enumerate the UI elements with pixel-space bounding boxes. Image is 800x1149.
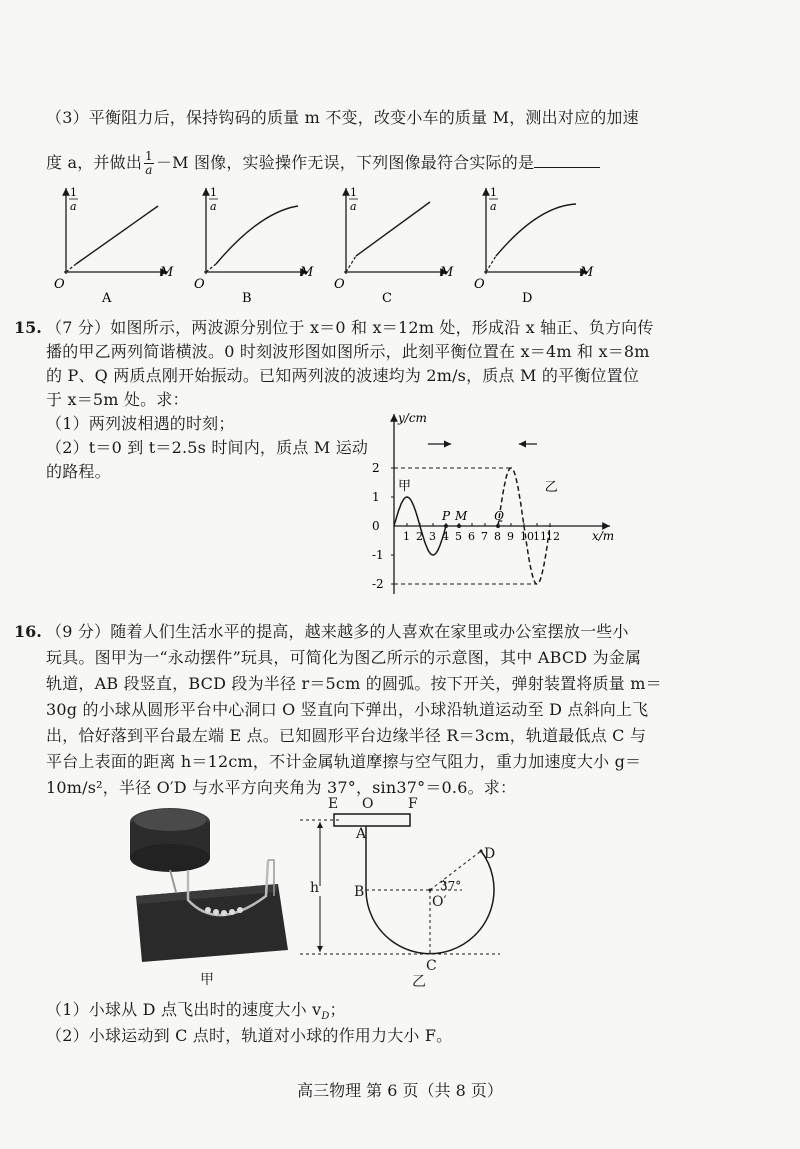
toy-photo xyxy=(128,800,288,968)
x-tick-label: 5 xyxy=(455,530,462,543)
q16-line5: 出，恰好落到平台最左端 E 点。已知圆形平台边缘半径 R＝3cm，轨道最低点 C 与 xyxy=(46,726,647,745)
fig-label-a: 甲 xyxy=(200,972,214,988)
q15-line2: 播的甲乙两列简谐横波。0 时刻波形图如图所示，此刻平衡位置在 x＝4m 和 x＝8m xyxy=(46,342,650,361)
x-label: M xyxy=(300,265,314,280)
option-graphs xyxy=(40,182,620,310)
x-tick-label: 6 xyxy=(468,530,475,543)
q14-part3-line2-post: －M 图像，实验操作无误，下列图像最符合实际的是 xyxy=(155,153,535,172)
origin-label: O xyxy=(54,277,65,292)
x-tick-label: 8 xyxy=(494,530,501,543)
q16-line4: 30g 的小球从圆形平台中心洞口 O 竖直向下弹出，小球沿轨道运动至 D 点斜向上飞 xyxy=(46,700,649,719)
q15-number: 15. xyxy=(14,318,42,337)
y-axis-label: y/cm xyxy=(398,411,427,425)
q16-line3: 轨道，AB 段竖直，BCD 段为半径 r＝5cm 的圆弧。按下开关，弹射装置将质量 m＝ xyxy=(46,674,662,693)
q15-line4: 于 x＝5m 处。求： xyxy=(46,390,189,409)
q16-sub1-end: ； xyxy=(329,1000,346,1019)
option-graph-C xyxy=(334,186,454,306)
curve-solid-part xyxy=(216,206,298,264)
label-angle: 37° xyxy=(440,879,462,893)
y-label-den: a xyxy=(70,200,77,213)
label-C: C xyxy=(426,958,437,974)
q14-part3-line2 xyxy=(46,150,600,177)
y-tick-label: -2 xyxy=(372,577,384,591)
y-label-num: 1 xyxy=(490,186,497,199)
wave-b-name: 乙 xyxy=(544,480,558,496)
y-tick-label: 0 xyxy=(372,519,380,533)
q15-sub2b: 的路程。 xyxy=(46,462,111,481)
option-letter: A xyxy=(102,291,112,306)
y-label-num: 1 xyxy=(210,186,217,199)
x-tick-label: 10 xyxy=(520,530,534,543)
platform-rect xyxy=(334,814,410,826)
x-tick-label: 11 xyxy=(533,530,547,543)
q16-line1: （9 分）随着人们生活水平的提高，越来越多的人喜欢在家里或办公室摆放一些小 xyxy=(46,622,629,641)
page-footer: 高三物理 第 6 页（共 8 页） xyxy=(297,1081,503,1100)
option-graph-D xyxy=(474,186,594,306)
q15-line3: 的 P、Q 两质点刚开始振动。已知两列波的波速均为 2m/s，质点 M 的平衡位置位 xyxy=(46,366,640,385)
x-tick-label: 3 xyxy=(429,530,436,543)
label-O: O xyxy=(362,796,374,812)
y-label-den: a xyxy=(350,200,357,213)
x-tick-label: 1 xyxy=(403,530,410,543)
y-label-num: 1 xyxy=(70,186,77,199)
option-letter: C xyxy=(382,291,392,306)
label-D: D xyxy=(484,846,496,862)
origin-label: O xyxy=(334,277,345,292)
wave-chart xyxy=(360,408,620,604)
point-M xyxy=(457,524,461,528)
y-tick-label: 1 xyxy=(372,490,380,504)
wave-a-name: 甲 xyxy=(398,478,412,494)
label-E: E xyxy=(328,796,339,812)
curve-dashed-part xyxy=(486,256,496,272)
x-tick-label: 9 xyxy=(507,530,514,543)
option-graph-A xyxy=(54,186,174,306)
q14-part3-line1: （3）平衡阻力后，保持钩码的质量 m 不变，改变小车的质量 M，测出对应的加速 xyxy=(46,108,639,127)
curve-solid-part xyxy=(496,204,576,256)
q15-sub2: （2）t＝0 到 t＝2.5s 时间内，质点 M 运动 xyxy=(46,438,369,457)
label-B: B xyxy=(354,884,365,900)
fig-label-b: 乙 xyxy=(412,974,426,990)
curve-solid-part xyxy=(76,206,158,264)
x-tick-label: 7 xyxy=(481,530,488,543)
q16-line2: 玩具。图甲为一“永动摆件”玩具，可简化为图乙所示的示意图，其中 ABCD 为金属 xyxy=(46,648,642,667)
curve-solid-part xyxy=(356,202,430,256)
curve-dashed-part xyxy=(346,256,356,272)
option-letter: B xyxy=(242,291,252,306)
y-label-num: 1 xyxy=(350,186,357,199)
label-h: h xyxy=(310,880,320,896)
q16-sub2: （2）小球运动到 C 点时，轨道对小球的作用力大小 F。 xyxy=(46,1026,453,1045)
y-label-den: a xyxy=(210,200,217,213)
q15-line1: （7 分）如图所示，两波源分别位于 x＝0 和 x＝12m 处，形成沿 x 轴正、负方向传 xyxy=(46,318,654,337)
x-label: M xyxy=(580,265,594,280)
q16-line6: 平台上表面的距离 h＝12cm，不计金属轨道摩擦与空气阻力，重力加速度大小 g＝ xyxy=(46,752,642,771)
label-O-prime: O′ xyxy=(432,894,447,910)
origin-label: O xyxy=(194,277,205,292)
label-F: F xyxy=(408,796,418,812)
q15-sub1: （1）两列波相遇的时刻； xyxy=(46,414,235,433)
frac-den: a xyxy=(145,163,153,177)
label-A: A xyxy=(356,826,367,842)
q16-number: 16. xyxy=(14,622,42,641)
frac-num: 1 xyxy=(145,149,153,163)
y-tick-label: -1 xyxy=(372,548,384,562)
point-Q xyxy=(496,524,500,528)
x-tick-label: 2 xyxy=(416,530,423,543)
origin-label: O xyxy=(474,277,485,292)
y-tick-label: 2 xyxy=(372,461,380,475)
x-tick-label: 4 xyxy=(442,530,449,543)
q16-sub1-text: （1）小球从 D 点飞出时的速度大小 v xyxy=(46,1000,322,1019)
y-label-den: a xyxy=(490,200,497,213)
option-graph-B xyxy=(194,186,314,306)
q16-sub1-subscript: D xyxy=(321,1011,330,1023)
point-label-M: M xyxy=(455,509,468,523)
x-tick-label: 12 xyxy=(546,530,560,543)
track-diagram xyxy=(300,796,520,996)
curve-dashed-part xyxy=(206,264,216,272)
answer-blank[interactable] xyxy=(534,153,600,168)
point-label-Q: Q xyxy=(494,509,504,523)
x-axis-label: x/m xyxy=(592,529,615,543)
x-label: M xyxy=(160,265,174,280)
fraction-1-over-a xyxy=(144,150,154,177)
option-letter: D xyxy=(522,291,533,306)
curve-dashed-part xyxy=(66,264,76,272)
point-label-P: P xyxy=(442,509,451,523)
q14-part3-line2-pre: 度 a，并做出 xyxy=(46,153,143,172)
q16-sub1 xyxy=(46,1000,346,1027)
q16-line7: 10m/s²，半径 O′D 与水平方向夹角为 37°，sin37°＝0.6。求： xyxy=(46,778,517,797)
x-label: M xyxy=(440,265,454,280)
point-P xyxy=(444,524,448,528)
